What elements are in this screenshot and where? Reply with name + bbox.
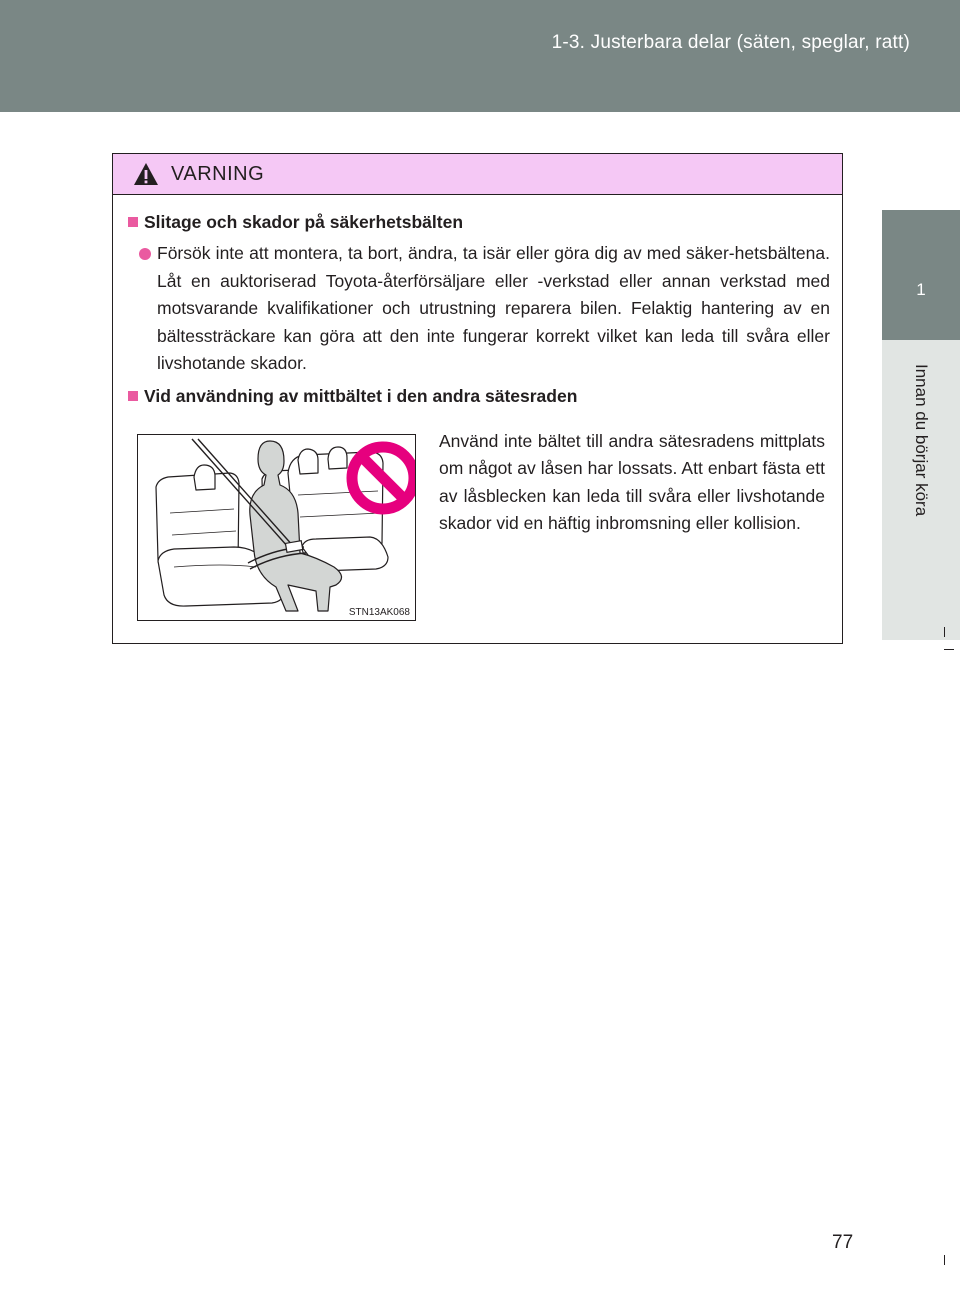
warning-paragraph: Försök inte att montera, ta bort, ändra, ta isär eller göra dig av med säker-hetsbältena. Låt en auktoriserad Toyota-återförsäljare eller -verkstad eller annan verkstad med motsvarande kvalifikationer och utrustning reparera bilen. Felaktig hantering av en bältessträckare kan göra att den inte fungerar korrekt vilket kan leda till svåra eller livshotande skador. [157, 243, 830, 373]
illustration-code: STN13AK068 [348, 607, 410, 618]
warning-title: VARNING [171, 163, 265, 185]
section-heading [128, 386, 577, 407]
warning-icon [133, 162, 159, 186]
section-heading-text: Vid användning av mittbältet i den andra sätesraden [144, 386, 578, 406]
rear-seat-drawing [138, 435, 416, 621]
square-bullet-icon [128, 391, 138, 401]
page-number: 77 [832, 1232, 854, 1253]
chapter-number-tab [882, 210, 960, 340]
round-bullet-icon [139, 248, 151, 260]
chapter-title: Innan du börjar köra [912, 364, 931, 517]
section-heading [128, 212, 463, 233]
chapter-title-tab [882, 340, 960, 640]
crop-mark [944, 627, 945, 637]
section-title: 1-3. Justerbara delar (säten, speglar, ratt) [551, 32, 910, 53]
illustration-caption: Använd inte bältet till andra sätesradens mittplats om något av låsen har lossats. Att enbart fästa ett av låsblecken kan leda till svåra eller livshotande skador vid en häftig inbromsning eller kollision. [439, 431, 825, 533]
warning-box [112, 153, 843, 644]
crop-mark [944, 649, 954, 650]
seatbelt-illustration [137, 434, 416, 621]
crop-mark [944, 1255, 945, 1265]
page-header [0, 0, 960, 112]
warning-header [113, 154, 842, 195]
section-heading-text: Slitage och skador på säkerhetsbälten [144, 212, 464, 232]
square-bullet-icon [128, 217, 138, 227]
chapter-number: 1 [916, 280, 926, 299]
